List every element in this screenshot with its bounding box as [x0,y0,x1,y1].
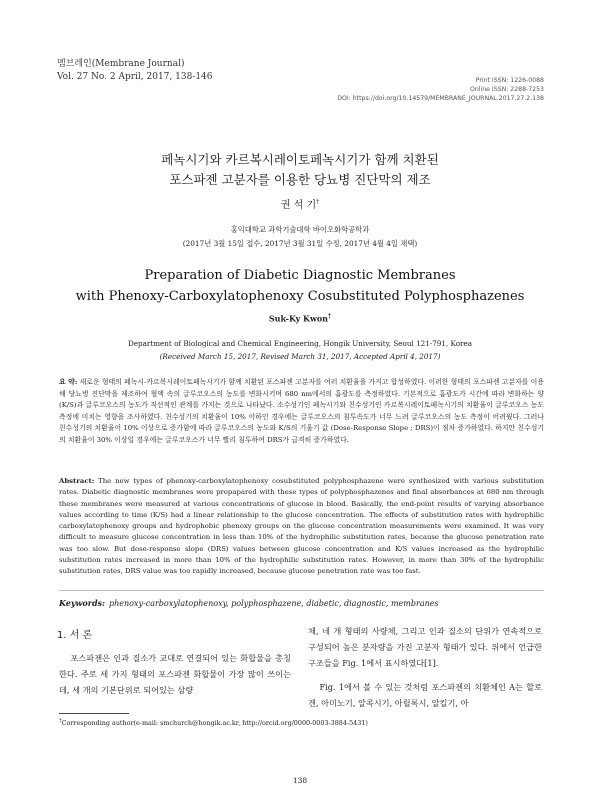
english-title-line1: Preparation of Diabetic Diagnostic Membranes [144,268,456,283]
korean-author-name: 권 석 기 [280,200,317,211]
issn-block [337,76,544,103]
korean-author [0,196,600,211]
keywords-label: Keywords: [59,598,106,608]
korean-abstract-text: 새로운 형태의 페녹시-카르복시레이토페녹시기가 함께 치환된 포스파젠 고분자를 여러 치환율을 가지고 합성하였다. 이러한 형태의 포스파젠 고분자를 이용해 당뇨병 진단막을 제조하여 혈액 속의 글루코오스의 농도를 변화시키며 680 nm에서의 흡광도를 측정하였다. 기본적으로 흡광도가 시간에 따라 변화하는 양(K/S)과 글루코오스의 농도가 직선적인 관계를 가지는 것으로 나타났다. 소수성기인 페녹시기와 친수성기인 카르복시레이토페녹시기의 치환율이 글루코오스 농도 측정에 미치는 영향을 조사하였다. 친수성기의 치환율이 10% 이하인 경우에는 글루코오스의 침투속도가 너무 느려 글루코오스의 농도 측정이 어려웠다. 그러나 친수성기의 치환율이 10% 이상으로 증가함에 따라 글루코오스의 농도와 K/S의 기울기 값 (Dose-Response Slope ; DRS)이 점차 증가하였다. 하지만 친수성기의 치환율이 30% 이상일 경우에는 글루코오스가 너무 빨리 침투하여 DRS가 급격히 증가하였다. [59,378,544,444]
korean-author-mark: † [316,198,320,206]
footnote-text: Corresponding author(e-mail: smchurch@hongik.ac.kr, http://orcid.org/0000-0003-3884-5431) [61,719,368,728]
korean-affiliation-block [0,223,600,251]
keywords-text: phenoxy-carboxylatophenoxy, polyphosphazene, diabetic, diagnostic, membranes [109,599,439,608]
english-author-name: Suk-Ky Kwon [268,313,328,324]
english-affiliation-block [0,337,600,363]
korean-dates: (2017년 3월 15일 접수, 2017년 3월 31일 수정, 2017년 4월 4일 채택) [182,239,418,248]
korean-abstract-label: 요 약: [59,378,78,386]
english-title-line2: with Phenoxy-Carboxylatophenoxy Cosubstituted Polyphosphazenes [75,289,525,304]
body-left-column [59,650,291,698]
english-author-mark: † [328,313,332,320]
journal-name: 멤브레인(Membrane Journal) [57,59,185,69]
journal-header [57,58,213,84]
page-number: 138 [292,776,308,785]
english-abstract-text: The new types of phenoxy-carboxylatophenoxy cosubstituted polyphosphazene were synthesized with various substitution rates. Diabetic diagnostic membranes were prepapared with these types of polyphosphazenes and final absorbances at 680 nm through these membranes were measured at various concentrations of glucose in blood. Basically, the end-point results of varying absorbance values according to time (K/S) had a linear relationship to the glucose concentration. The effects of substitution rates with hydrophilic carboxylatophenoxy groups and hydrophobic phenoxy groups on the glucose concentration measurements were examined. It was very difficult to measure glucose concentration in less than 10% of the hydrophilic substitution rates, because the glucose penetration rate was too slow. But dose-response slope (DRS) values between glucose concentration and K/S values increased as the hydrophilic substitution rates increased in more than 10% of the hydrophilic substitution rates. However, in more than 30% of the hydrophilic substitution rates, DRS value was too rapidly increased, because glucose penetration rate was too fast. [59,477,544,576]
doi: DOI: https://doi.org/10.14579/MEMBRANE_JOURNAL.2017.27.2.138 [337,95,544,102]
footnote-mark: † [59,718,62,724]
volume-info: Vol. 27 No. 2 April, 2017, 138-146 [57,72,213,82]
english-abstract [59,476,544,578]
right-paragraph-1: 체, 네 개 형태의 사량체, 그리고 인과 질소의 단위가 연속적으로 구성되어 높은 분자량을 가진 고분자 형태가 있다. 위에서 언급한 구조들을 Fig. 1에서 표시하였다[1]. [308,626,542,668]
keywords-divider [59,590,544,591]
korean-affiliation: 홍익대학교 과학기술대학 바이오화학공학과 [230,225,370,234]
body-right-column [308,623,542,711]
english-author [0,313,600,324]
online-issn: Online ISSN: 2288-7253 [469,86,544,93]
english-abstract-label: Abstract: [59,477,95,485]
korean-title-line2: 포스파젠 고분자를 이용한 당뇨병 진단막의 제조 [169,172,431,187]
print-issn: Print ISSN: 1226-0088 [475,77,544,84]
section-heading: 1. 서 론 [57,630,93,641]
english-affiliation: Department of Biological and Chemical Engineering, Hongik University, Seoul 121-791, Korea [127,339,472,348]
keywords [59,598,439,608]
korean-abstract [59,377,544,446]
footnote [59,718,368,727]
right-paragraph-2: Fig. 1에서 볼 수 있는 것처럼 포스파젠의 치환체인 A는 할로겐, 아미노기, 알콕시기, 아릴록시, 알킬기, 아 [308,682,542,708]
korean-title-line1: 페녹시기와 카르복시레이토페녹시기가 함께 치환된 [161,152,439,167]
footnote-rule [59,713,129,714]
korean-title [40,150,560,190]
english-dates: (Received March 15, 2017, Revised March 31, 2017, Accepted April 4, 2017) [159,352,441,361]
intro-paragraph: 포스파젠은 인과 질소가 교대로 연결되어 있는 화합물을 총칭한다. 주로 세 가지 형태의 포스파젠 화합물이 가장 많이 쓰이는데, 세 개의 기본단위로 되어있는 삼량 [59,653,291,695]
english-title [40,265,560,307]
